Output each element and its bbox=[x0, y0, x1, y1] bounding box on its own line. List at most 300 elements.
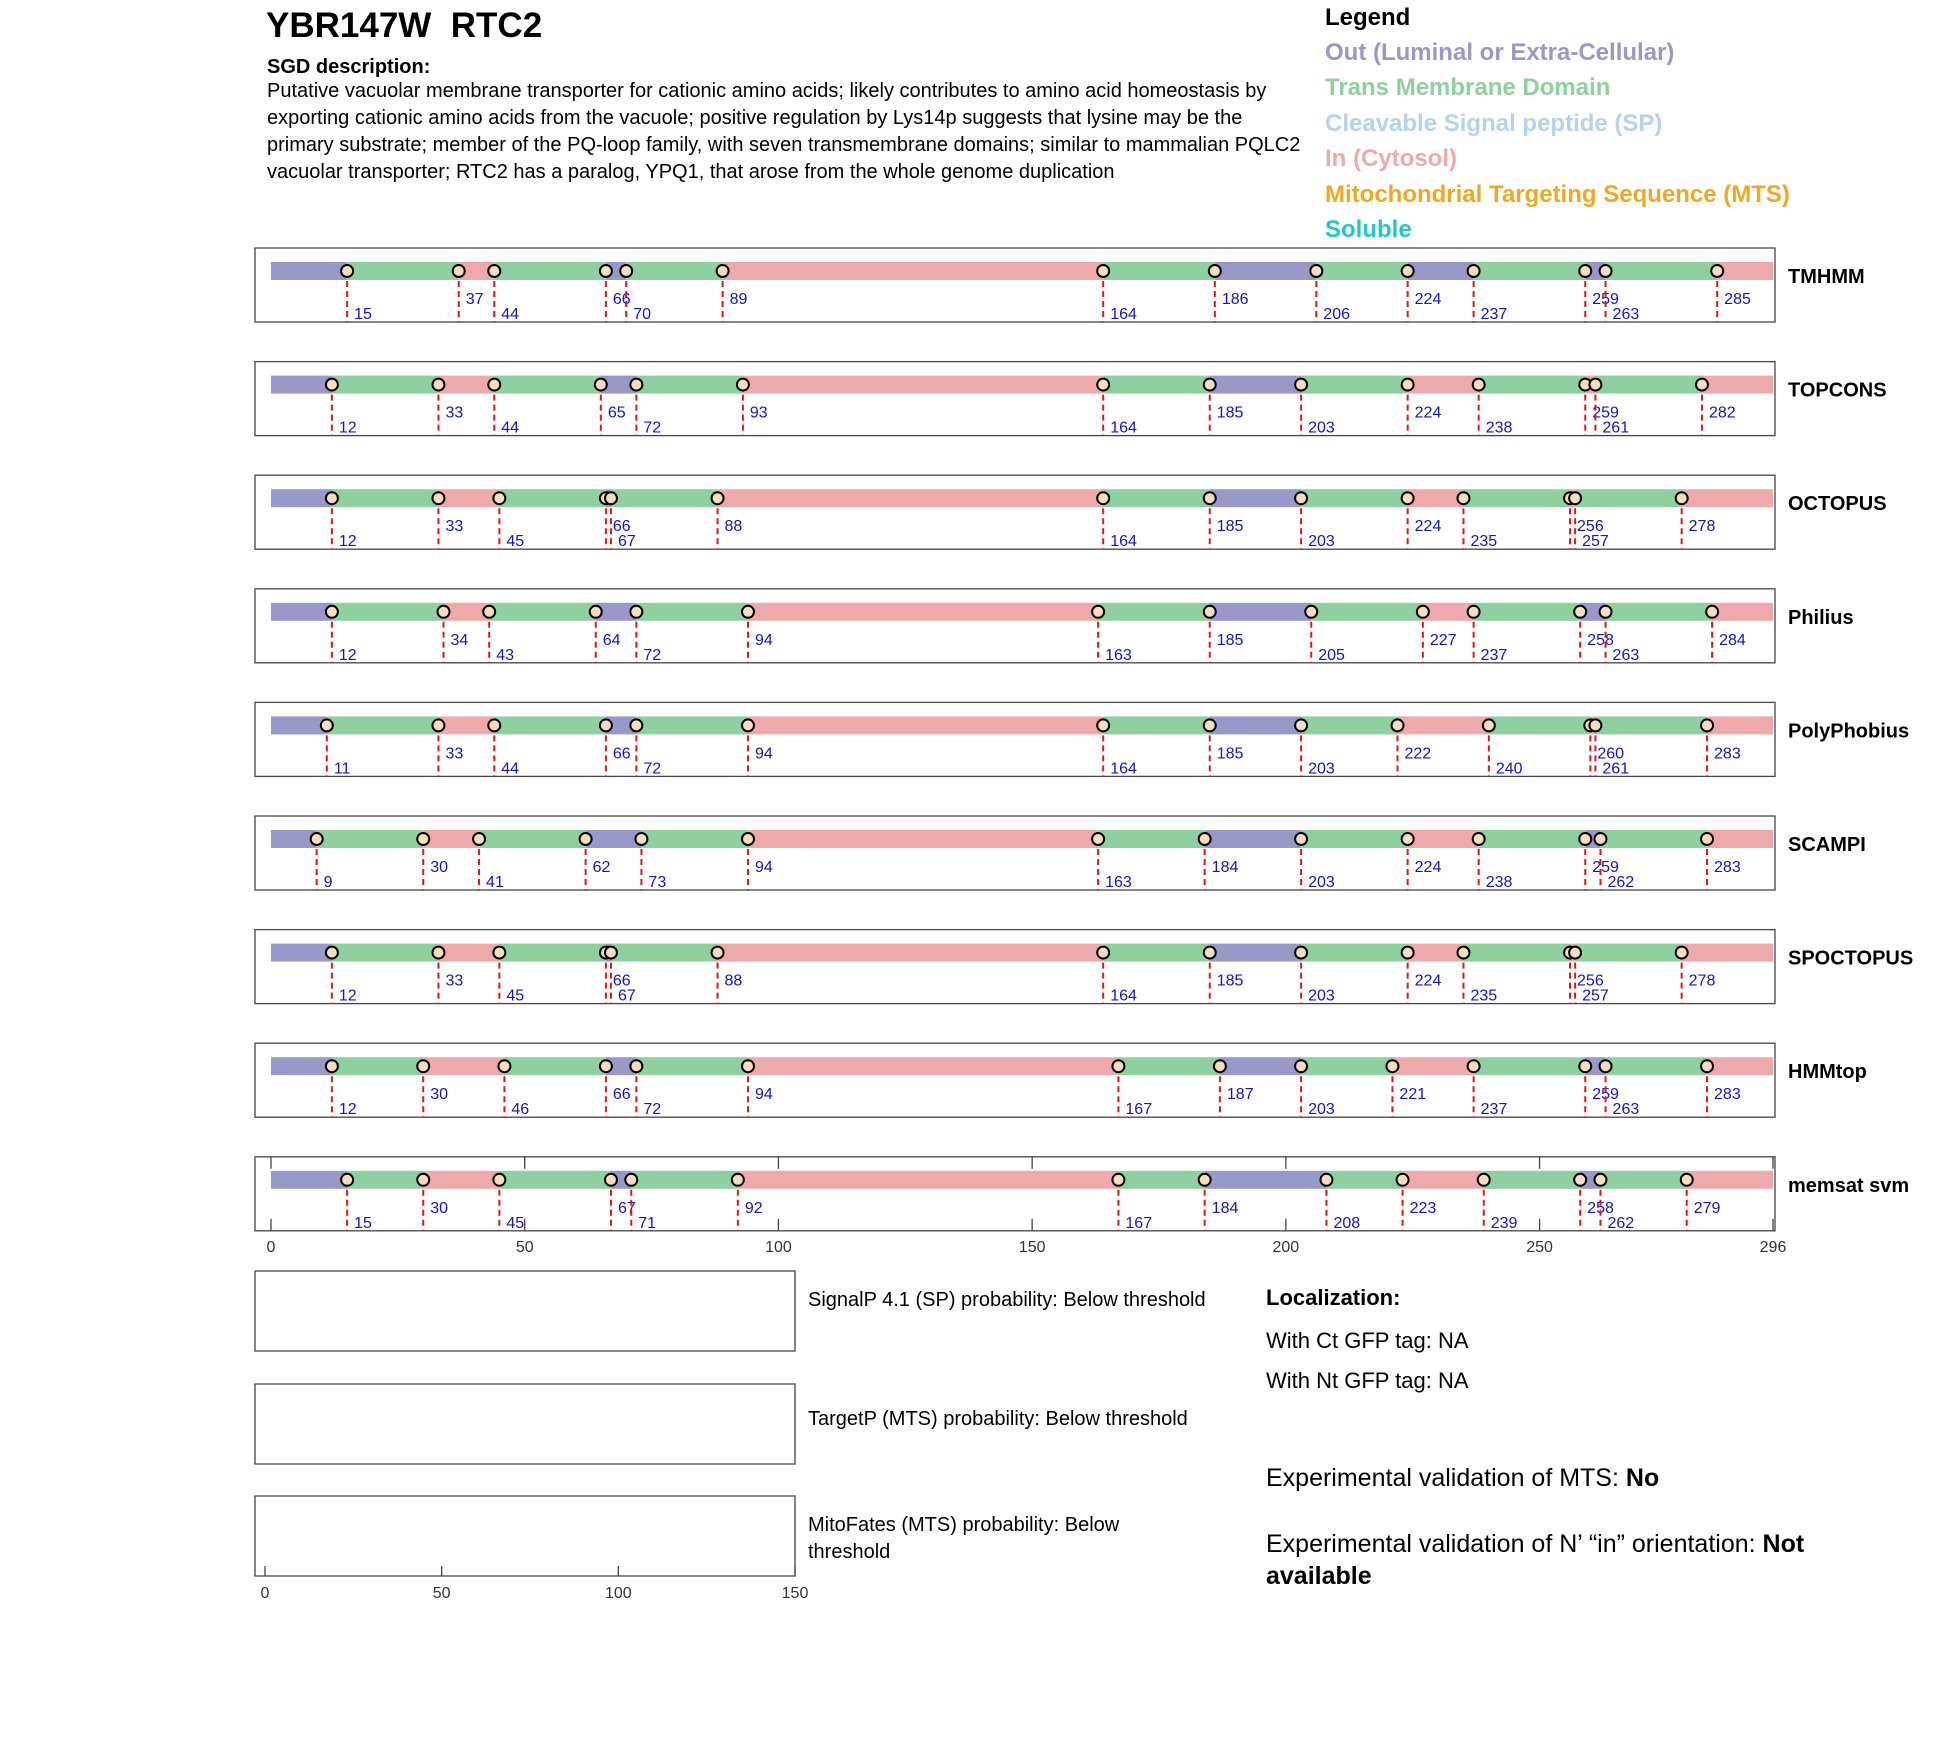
boundary-marker-tmhmm-12 bbox=[1600, 265, 1612, 277]
segment-octopus-10 bbox=[1408, 489, 1464, 507]
segment-scampi-6 bbox=[748, 830, 1098, 848]
boundary-label-tmhmm-8: 206 bbox=[1323, 306, 1351, 323]
boundary-marker-memsat-svm-2 bbox=[493, 1174, 505, 1186]
segment-hmmtop-13 bbox=[1606, 1057, 1707, 1075]
boundary-label-polyphobius-2: 44 bbox=[501, 760, 520, 778]
segment-topcons-0 bbox=[271, 376, 332, 394]
boundary-label-spoctopus-13: 278 bbox=[1688, 972, 1716, 990]
boundary-marker-scampi-10 bbox=[1473, 833, 1485, 845]
boundary-marker-scampi-7 bbox=[1199, 833, 1211, 845]
boundary-marker-tmhmm-13 bbox=[1711, 265, 1723, 277]
boundary-label-memsat-svm-10: 239 bbox=[1490, 1214, 1518, 1232]
segment-scampi-8 bbox=[1205, 830, 1301, 848]
boundary-marker-hmmtop-2 bbox=[498, 1060, 510, 1072]
segment-scampi-9 bbox=[1301, 830, 1408, 848]
segment-tmhmm-3 bbox=[494, 262, 606, 280]
boundary-label-polyphobius-1: 33 bbox=[445, 745, 464, 763]
boundary-label-philius-6: 163 bbox=[1105, 646, 1132, 664]
boundary-label-hmmtop-10: 237 bbox=[1480, 1101, 1508, 1119]
segment-scampi-10 bbox=[1408, 830, 1479, 848]
boundary-marker-tmhmm-11 bbox=[1579, 265, 1591, 277]
exp-validation-mts bbox=[1266, 1462, 1916, 1494]
boundary-marker-hmmtop-5 bbox=[742, 1060, 754, 1072]
boundary-label-philius-12: 263 bbox=[1612, 646, 1640, 664]
boundary-label-topcons-13: 282 bbox=[1708, 404, 1736, 422]
boundary-label-topcons-3: 65 bbox=[607, 404, 626, 422]
boundary-marker-polyphobius-9 bbox=[1392, 719, 1404, 731]
segment-topcons-6 bbox=[743, 376, 1103, 394]
boundary-label-philius-9: 227 bbox=[1429, 631, 1457, 649]
segment-octopus-13 bbox=[1575, 489, 1682, 507]
boundary-marker-memsat-svm-0 bbox=[341, 1174, 353, 1186]
boundary-marker-memsat-svm-3 bbox=[605, 1174, 617, 1186]
boundary-marker-scampi-4 bbox=[635, 833, 647, 845]
boundary-marker-memsat-svm-6 bbox=[1112, 1174, 1124, 1186]
segment-polyphobius-2 bbox=[438, 716, 494, 734]
boundary-label-memsat-svm-11: 258 bbox=[1587, 1199, 1614, 1217]
boundary-marker-topcons-2 bbox=[488, 379, 500, 391]
boundary-label-hmmtop-3: 66 bbox=[612, 1086, 631, 1104]
boundary-marker-memsat-svm-11 bbox=[1574, 1174, 1586, 1186]
boundary-label-octopus-6: 164 bbox=[1110, 533, 1137, 551]
segment-tmhmm-11 bbox=[1474, 262, 1586, 280]
boundary-label-memsat-svm-2: 45 bbox=[506, 1214, 525, 1232]
boundary-label-tmhmm-7: 186 bbox=[1221, 291, 1249, 308]
boundary-marker-philius-9 bbox=[1417, 606, 1429, 618]
segment-scampi-5 bbox=[641, 830, 748, 848]
segment-hmmtop-6 bbox=[748, 1057, 1118, 1075]
boundary-label-philius-0: 12 bbox=[338, 646, 357, 664]
exp-mts-label: Experimental validation of MTS: bbox=[1266, 1464, 1626, 1492]
boundary-marker-memsat-svm-9 bbox=[1397, 1174, 1409, 1186]
segment-memsat-svm-9 bbox=[1326, 1171, 1402, 1189]
segment-polyphobius-7 bbox=[1103, 716, 1210, 734]
segment-octopus-8 bbox=[1210, 489, 1301, 507]
prob-panel-2 bbox=[255, 1496, 795, 1576]
boundary-marker-tmhmm-6 bbox=[1097, 265, 1109, 277]
boundary-label-memsat-svm-8: 208 bbox=[1333, 1214, 1361, 1232]
exp-orientation-label: Experimental validation of N’ “in” orientation: bbox=[1266, 1530, 1763, 1558]
boundary-marker-hmmtop-8 bbox=[1295, 1060, 1307, 1072]
boundary-marker-polyphobius-0 bbox=[321, 719, 333, 731]
boundary-marker-tmhmm-3 bbox=[600, 265, 612, 277]
segment-hmmtop-11 bbox=[1474, 1057, 1586, 1075]
boundary-marker-topcons-5 bbox=[737, 379, 749, 391]
sgd-description: Putative vacuolar membrane transporter for cationic amino acids; likely contributes to amino acid homeostasis by exporting cationic amino acids from the vacuole; positive regulation by Lys14p suggests that lysine may be the primary substrate; member of the PQ-loop family, with seven transmembrane domains; similar to mammalian PQLC2 vacuolar transporter; RTC2 has a paralog, YPQ1, that arose from the whole genome duplication bbox=[267, 80, 1301, 183]
predictor-name-memsat-svm: memsat svm bbox=[1788, 1174, 1910, 1197]
boundary-marker-hmmtop-0 bbox=[326, 1060, 338, 1072]
boundary-marker-spoctopus-2 bbox=[493, 947, 505, 959]
boundary-marker-philius-8 bbox=[1305, 606, 1317, 618]
segment-philius-8 bbox=[1210, 603, 1311, 621]
boundary-marker-spoctopus-4 bbox=[605, 947, 617, 959]
segment-topcons-9 bbox=[1301, 376, 1408, 394]
boundary-marker-memsat-svm-12 bbox=[1594, 1174, 1606, 1186]
boundary-label-hmmtop-2: 46 bbox=[511, 1101, 530, 1119]
segment-memsat-svm-13 bbox=[1600, 1171, 1686, 1189]
boundary-marker-octopus-4 bbox=[605, 492, 617, 504]
boundary-label-scampi-11: 259 bbox=[1592, 859, 1619, 876]
segment-spoctopus-8 bbox=[1210, 944, 1301, 962]
boundary-marker-hmmtop-10 bbox=[1468, 1060, 1480, 1072]
segment-memsat-svm-6 bbox=[738, 1171, 1119, 1189]
segment-philius-9 bbox=[1311, 603, 1423, 621]
boundary-marker-octopus-10 bbox=[1457, 492, 1469, 504]
segment-philius-14 bbox=[1712, 603, 1773, 621]
boundary-label-octopus-8: 203 bbox=[1308, 533, 1335, 551]
segment-spoctopus-11 bbox=[1463, 944, 1570, 962]
boundary-marker-scampi-6 bbox=[1092, 833, 1104, 845]
segment-tmhmm-7 bbox=[1103, 262, 1215, 280]
segment-hmmtop-10 bbox=[1392, 1057, 1473, 1075]
boundary-marker-tmhmm-8 bbox=[1310, 265, 1322, 277]
boundary-label-scampi-5: 94 bbox=[754, 859, 773, 876]
boundary-label-topcons-5: 93 bbox=[749, 404, 768, 422]
segment-topcons-11 bbox=[1479, 376, 1586, 394]
sgd-heading: SGD description: bbox=[267, 56, 431, 78]
boundary-label-spoctopus-6: 164 bbox=[1110, 987, 1137, 1005]
boundary-label-octopus-10: 235 bbox=[1470, 533, 1498, 551]
legend-item-soluble: Soluble bbox=[1325, 216, 1412, 243]
axis-tick-label-1: 50 bbox=[515, 1238, 534, 1256]
boundary-label-tmhmm-9: 224 bbox=[1414, 291, 1442, 308]
segment-spoctopus-5 bbox=[611, 944, 718, 962]
segment-spoctopus-0 bbox=[271, 944, 332, 962]
segment-tmhmm-5 bbox=[626, 262, 722, 280]
page-title: YBR147W RTC2 bbox=[266, 6, 543, 45]
boundary-marker-octopus-8 bbox=[1295, 492, 1307, 504]
prob-axis-tick-label-1: 50 bbox=[432, 1585, 451, 1602]
boundary-marker-hmmtop-12 bbox=[1600, 1060, 1612, 1072]
boundary-label-memsat-svm-12: 262 bbox=[1607, 1214, 1635, 1232]
boundary-label-memsat-svm-4: 71 bbox=[638, 1214, 657, 1232]
boundary-marker-polyphobius-5 bbox=[742, 719, 754, 731]
boundary-label-octopus-2: 45 bbox=[506, 533, 525, 551]
boundary-label-philius-5: 94 bbox=[754, 631, 773, 649]
segment-polyphobius-14 bbox=[1707, 716, 1773, 734]
boundary-label-spoctopus-8: 203 bbox=[1308, 987, 1335, 1005]
track-frame-scampi bbox=[255, 816, 1775, 890]
boundary-label-spoctopus-1: 33 bbox=[445, 972, 464, 990]
boundary-marker-spoctopus-13 bbox=[1676, 947, 1688, 959]
segment-topcons-10 bbox=[1408, 376, 1479, 394]
segment-memsat-svm-0 bbox=[271, 1171, 347, 1189]
boundary-label-tmhmm-12: 263 bbox=[1612, 306, 1640, 323]
boundary-label-tmhmm-13: 285 bbox=[1724, 291, 1751, 308]
segment-scampi-14 bbox=[1707, 830, 1773, 848]
segment-hmmtop-0 bbox=[271, 1057, 332, 1075]
prob-axis-tick-label-2: 100 bbox=[604, 1585, 632, 1602]
track-frame-hmmtop bbox=[255, 1043, 1775, 1117]
boundary-marker-polyphobius-13 bbox=[1701, 719, 1713, 731]
boundary-marker-topcons-6 bbox=[1097, 379, 1109, 391]
boundary-label-spoctopus-5: 88 bbox=[724, 972, 743, 990]
boundary-label-scampi-6: 163 bbox=[1105, 874, 1132, 891]
predictor-name-polyphobius: PolyPhobius bbox=[1788, 720, 1910, 743]
segment-spoctopus-2 bbox=[438, 944, 499, 962]
boundary-marker-philius-4 bbox=[630, 606, 642, 618]
boundary-label-philius-2: 43 bbox=[496, 646, 514, 664]
boundary-label-topcons-1: 33 bbox=[445, 404, 464, 422]
boundary-marker-polyphobius-4 bbox=[630, 719, 642, 731]
boundary-marker-hmmtop-6 bbox=[1112, 1060, 1124, 1072]
segment-spoctopus-10 bbox=[1408, 944, 1464, 962]
boundary-marker-polyphobius-8 bbox=[1295, 719, 1307, 731]
exp-mts-value: No bbox=[1625, 1464, 1660, 1492]
prob-axis-tick-label-3: 150 bbox=[781, 1585, 809, 1602]
boundary-label-spoctopus-12: 257 bbox=[1582, 987, 1609, 1005]
boundary-label-tmhmm-11: 259 bbox=[1592, 291, 1619, 308]
boundary-label-scampi-13: 283 bbox=[1714, 859, 1741, 876]
boundary-marker-memsat-svm-8 bbox=[1320, 1174, 1332, 1186]
boundary-label-octopus-12: 257 bbox=[1582, 533, 1609, 551]
localization-ct-gfp: With Ct GFP tag: NA bbox=[1266, 1328, 1469, 1353]
segment-philius-13 bbox=[1606, 603, 1713, 621]
boundary-label-spoctopus-10: 235 bbox=[1470, 987, 1498, 1005]
boundary-label-topcons-9: 224 bbox=[1414, 404, 1442, 422]
segment-octopus-11 bbox=[1463, 489, 1570, 507]
boundary-label-polyphobius-5: 94 bbox=[754, 745, 773, 763]
boundary-label-polyphobius-8: 203 bbox=[1308, 760, 1335, 778]
boundary-marker-octopus-0 bbox=[326, 492, 338, 504]
localization-heading: Localization: bbox=[1266, 1285, 1401, 1310]
track-frame-philius bbox=[255, 589, 1775, 663]
segment-philius-1 bbox=[332, 603, 444, 621]
segment-memsat-svm-10 bbox=[1403, 1171, 1484, 1189]
boundary-marker-tmhmm-5 bbox=[717, 265, 729, 277]
localization-nt-gfp: With Nt GFP tag: NA bbox=[1266, 1368, 1469, 1393]
boundary-label-octopus-9: 224 bbox=[1414, 518, 1442, 536]
boundary-marker-spoctopus-10 bbox=[1457, 947, 1469, 959]
track-frame-topcons bbox=[255, 362, 1775, 436]
boundary-label-octopus-4: 67 bbox=[617, 533, 636, 551]
boundary-marker-scampi-9 bbox=[1402, 833, 1414, 845]
segment-memsat-svm-2 bbox=[423, 1171, 499, 1189]
boundary-marker-polyphobius-1 bbox=[432, 719, 444, 731]
legend-item-out: Out (Luminal or Extra-Cellular) bbox=[1325, 39, 1675, 66]
segment-memsat-svm-11 bbox=[1484, 1171, 1580, 1189]
segment-tmhmm-10 bbox=[1408, 262, 1474, 280]
boundary-label-hmmtop-11: 259 bbox=[1592, 1086, 1619, 1104]
boundary-marker-topcons-4 bbox=[630, 379, 642, 391]
boundary-marker-topcons-13 bbox=[1696, 379, 1708, 391]
boundary-marker-topcons-0 bbox=[326, 379, 338, 391]
segment-spoctopus-6 bbox=[718, 944, 1104, 962]
boundary-label-scampi-2: 41 bbox=[486, 874, 504, 891]
boundary-label-topcons-10: 238 bbox=[1485, 419, 1513, 437]
segment-polyphobius-0 bbox=[271, 716, 327, 734]
segment-topcons-8 bbox=[1210, 376, 1301, 394]
axis-tick-label-5: 250 bbox=[1526, 1238, 1553, 1256]
track-frame-octopus bbox=[255, 475, 1775, 549]
boundary-marker-scampi-8 bbox=[1295, 833, 1307, 845]
boundary-label-spoctopus-4: 67 bbox=[617, 987, 636, 1005]
boundary-label-philius-4: 72 bbox=[643, 646, 662, 664]
segment-hmmtop-3 bbox=[504, 1057, 605, 1075]
prob-axis-tick-label-0: 0 bbox=[260, 1585, 270, 1602]
predictor-name-tmhmm: TMHMM bbox=[1788, 266, 1865, 288]
boundary-label-polyphobius-0: 11 bbox=[333, 760, 351, 778]
boundary-marker-spoctopus-5 bbox=[712, 947, 724, 959]
segment-tmhmm-14 bbox=[1717, 262, 1773, 280]
boundary-marker-spoctopus-1 bbox=[432, 947, 444, 959]
boundary-label-polyphobius-12: 261 bbox=[1602, 760, 1630, 778]
boundary-marker-scampi-11 bbox=[1579, 833, 1591, 845]
boundary-marker-octopus-6 bbox=[1097, 492, 1109, 504]
boundary-label-scampi-1: 30 bbox=[430, 859, 449, 876]
boundary-marker-hmmtop-13 bbox=[1701, 1060, 1713, 1072]
boundary-label-hmmtop-5: 94 bbox=[754, 1086, 773, 1104]
exp-validation-orientation bbox=[1266, 1528, 1916, 1592]
predictor-name-topcons: TOPCONS bbox=[1788, 379, 1887, 402]
boundary-marker-scampi-13 bbox=[1701, 833, 1713, 845]
segment-polyphobius-5 bbox=[636, 716, 748, 734]
boundary-marker-topcons-7 bbox=[1204, 379, 1216, 391]
boundary-label-memsat-svm-6: 167 bbox=[1125, 1214, 1153, 1232]
boundary-label-polyphobius-10: 240 bbox=[1495, 760, 1523, 778]
segment-octopus-9 bbox=[1301, 489, 1408, 507]
segment-philius-7 bbox=[1098, 603, 1210, 621]
boundary-label-octopus-3: 66 bbox=[612, 518, 631, 536]
boundary-label-memsat-svm-13: 279 bbox=[1693, 1199, 1721, 1217]
boundary-label-philius-13: 284 bbox=[1719, 631, 1746, 649]
segment-spoctopus-1 bbox=[332, 944, 439, 962]
boundary-label-tmhmm-0: 15 bbox=[354, 306, 372, 323]
boundary-label-hmmtop-8: 203 bbox=[1308, 1101, 1335, 1119]
boundary-marker-octopus-2 bbox=[493, 492, 505, 504]
boundary-label-memsat-svm-1: 30 bbox=[430, 1199, 449, 1217]
boundary-marker-polyphobius-10 bbox=[1483, 719, 1495, 731]
boundary-label-memsat-svm-0: 15 bbox=[354, 1214, 372, 1232]
boundary-marker-philius-0 bbox=[326, 606, 338, 618]
segment-tmhmm-9 bbox=[1316, 262, 1407, 280]
boundary-label-scampi-8: 203 bbox=[1308, 874, 1335, 891]
boundary-marker-spoctopus-7 bbox=[1204, 947, 1216, 959]
boundary-marker-scampi-12 bbox=[1594, 833, 1606, 845]
boundary-label-philius-11: 258 bbox=[1587, 631, 1614, 649]
targetp-label: TargetP (MTS) probability: Below threshold bbox=[808, 1408, 1188, 1430]
axis-tick-label-6: 296 bbox=[1759, 1238, 1787, 1256]
segment-octopus-0 bbox=[271, 489, 332, 507]
segment-scampi-3 bbox=[479, 830, 586, 848]
boundary-marker-polyphobius-7 bbox=[1204, 719, 1216, 731]
boundary-marker-tmhmm-4 bbox=[620, 265, 632, 277]
legend-item-tm: Trans Membrane Domain bbox=[1325, 74, 1611, 101]
boundary-label-topcons-12: 261 bbox=[1602, 419, 1630, 437]
segment-polyphobius-6 bbox=[748, 716, 1103, 734]
segment-scampi-11 bbox=[1479, 830, 1586, 848]
boundary-label-topcons-2: 44 bbox=[501, 419, 520, 437]
segment-scampi-4 bbox=[586, 830, 642, 848]
segment-octopus-5 bbox=[611, 489, 718, 507]
segment-spoctopus-13 bbox=[1575, 944, 1682, 962]
boundary-marker-philius-1 bbox=[438, 606, 450, 618]
boundary-marker-hmmtop-9 bbox=[1386, 1060, 1398, 1072]
boundary-marker-philius-11 bbox=[1574, 606, 1586, 618]
boundary-marker-hmmtop-11 bbox=[1579, 1060, 1591, 1072]
segment-spoctopus-3 bbox=[499, 944, 606, 962]
boundary-marker-philius-6 bbox=[1092, 606, 1104, 618]
boundary-marker-tmhmm-10 bbox=[1468, 265, 1480, 277]
boundary-label-octopus-1: 33 bbox=[445, 518, 464, 536]
boundary-marker-tmhmm-9 bbox=[1402, 265, 1414, 277]
boundary-label-hmmtop-6: 167 bbox=[1125, 1101, 1153, 1119]
boundary-marker-memsat-svm-1 bbox=[417, 1174, 429, 1186]
segment-memsat-svm-14 bbox=[1687, 1171, 1773, 1189]
segment-hmmtop-2 bbox=[423, 1057, 504, 1075]
predictor-name-spoctopus: SPOCTOPUS bbox=[1788, 947, 1914, 970]
segment-scampi-1 bbox=[317, 830, 424, 848]
boundary-label-hmmtop-4: 72 bbox=[643, 1101, 662, 1119]
boundary-marker-scampi-1 bbox=[417, 833, 429, 845]
boundary-marker-philius-5 bbox=[742, 606, 754, 618]
boundary-marker-polyphobius-12 bbox=[1589, 719, 1601, 731]
segment-polyphobius-8 bbox=[1210, 716, 1301, 734]
boundary-label-scampi-0: 9 bbox=[323, 874, 333, 891]
segment-philius-3 bbox=[489, 603, 596, 621]
boundary-label-hmmtop-7: 187 bbox=[1226, 1086, 1254, 1104]
boundary-marker-topcons-1 bbox=[432, 379, 444, 391]
segment-polyphobius-10 bbox=[1398, 716, 1489, 734]
boundary-label-philius-1: 34 bbox=[450, 631, 469, 649]
boundary-label-polyphobius-4: 72 bbox=[643, 760, 662, 778]
boundary-marker-topcons-3 bbox=[595, 379, 607, 391]
segment-topcons-7 bbox=[1103, 376, 1210, 394]
segment-philius-6 bbox=[748, 603, 1098, 621]
boundary-marker-philius-10 bbox=[1468, 606, 1480, 618]
boundary-label-spoctopus-3: 66 bbox=[612, 972, 631, 990]
boundary-marker-topcons-9 bbox=[1402, 379, 1414, 391]
boundary-label-octopus-13: 278 bbox=[1688, 518, 1716, 536]
boundary-label-philius-7: 185 bbox=[1216, 631, 1244, 649]
boundary-marker-spoctopus-9 bbox=[1402, 947, 1414, 959]
mitofates-label: MitoFates (MTS) probability: Below threshold bbox=[808, 1514, 1120, 1563]
boundary-label-hmmtop-1: 30 bbox=[430, 1086, 449, 1104]
segment-tmhmm-8 bbox=[1215, 262, 1316, 280]
predictor-name-scampi: SCAMPI bbox=[1788, 834, 1866, 856]
segment-hmmtop-9 bbox=[1301, 1057, 1392, 1075]
boundary-label-memsat-svm-5: 92 bbox=[744, 1199, 763, 1217]
boundary-marker-memsat-svm-7 bbox=[1199, 1174, 1211, 1186]
segment-tmhmm-0 bbox=[271, 262, 347, 280]
boundary-marker-octopus-9 bbox=[1402, 492, 1414, 504]
boundary-label-hmmtop-13: 283 bbox=[1714, 1086, 1741, 1104]
segment-octopus-6 bbox=[718, 489, 1104, 507]
boundary-label-topcons-6: 164 bbox=[1110, 419, 1137, 437]
track-frame-memsat-svm bbox=[255, 1157, 1775, 1231]
boundary-label-tmhmm-10: 237 bbox=[1480, 306, 1508, 323]
segment-topcons-2 bbox=[438, 376, 494, 394]
boundary-label-tmhmm-6: 164 bbox=[1110, 306, 1137, 323]
track-frame-spoctopus bbox=[255, 930, 1775, 1004]
boundary-label-scampi-3: 62 bbox=[592, 859, 611, 876]
boundary-marker-tmhmm-1 bbox=[453, 265, 465, 277]
track-frame-polyphobius bbox=[255, 702, 1775, 776]
segment-topcons-5 bbox=[636, 376, 743, 394]
boundary-marker-tmhmm-0 bbox=[341, 265, 353, 277]
boundary-label-polyphobius-7: 185 bbox=[1216, 745, 1244, 763]
boundary-label-scampi-7: 184 bbox=[1211, 859, 1239, 876]
segment-octopus-1 bbox=[332, 489, 439, 507]
segment-polyphobius-11 bbox=[1489, 716, 1590, 734]
boundary-label-philius-3: 64 bbox=[602, 631, 621, 649]
segment-scampi-13 bbox=[1600, 830, 1707, 848]
boundary-label-topcons-7: 185 bbox=[1216, 404, 1244, 422]
boundary-label-polyphobius-3: 66 bbox=[612, 745, 631, 763]
boundary-marker-tmhmm-7 bbox=[1209, 265, 1221, 277]
segment-scampi-7 bbox=[1098, 830, 1205, 848]
axis-tick-label-4: 200 bbox=[1272, 1238, 1300, 1256]
